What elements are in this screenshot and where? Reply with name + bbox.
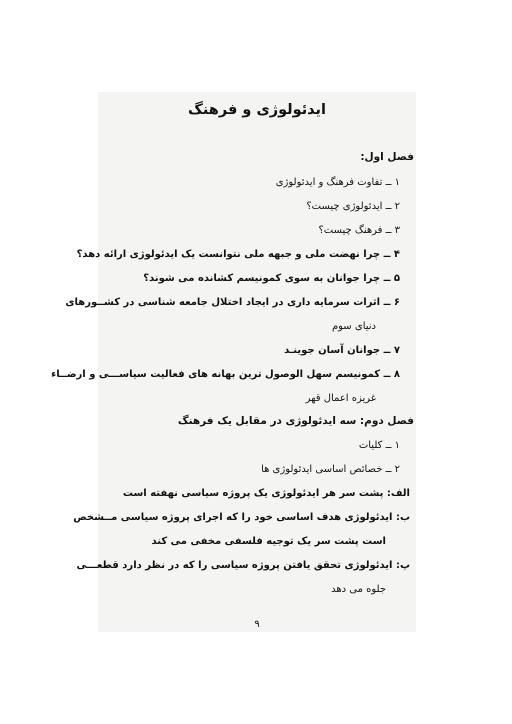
toc-line: ۶ ــ اثرات سرمایه داری در ایجاد اختلال جامعه شناسی در کشــورهای <box>65 297 400 308</box>
book-page <box>51 92 416 632</box>
toc-line: ۲ ــ خصائص اساسی ایدئولوژی ها <box>261 464 400 475</box>
toc-subitem: الف: پشت سر هر ایدئولوژی یک پروژه سیاسی نهفته است <box>122 488 410 499</box>
toc-line: ۴ ــ چرا نهضت ملی و جبهه ملی نتوانست یک ایدئولوژی ارائه دهد؟ <box>76 249 400 260</box>
chapter-1-heading: فصل اول: <box>360 151 414 163</box>
toc-line-continuation: غریزه اعمال قهر <box>305 393 376 404</box>
toc-line-continuation: دنیای سوم <box>331 321 376 332</box>
toc-subitem: ب: ایدئولوژی هدف اساسی خود را که اجرای پروژه سیاسی مــشخص <box>73 512 410 523</box>
toc-line: ۱ ــ تفاوت فرهنگ و ایدئولوژی <box>275 177 400 188</box>
toc-line: ۵ ــ چرا جوانان به سوی کمونیسم کشانده می شوند؟ <box>143 273 400 284</box>
toc-line: ۱ ــ کلیات <box>358 440 400 451</box>
chapter-2-heading: فصل دوم: سه ایدئولوژی در مقابل یک فرهنگ <box>177 415 414 427</box>
toc-subitem-continuation: است پشت سر یک توجیه فلسفی مخفی می کند <box>151 536 386 547</box>
toc-line: ۳ ــ فرهنگ چیست؟ <box>318 225 400 236</box>
toc-line: ۷ ــ جوانان آسان جوینـد <box>284 345 400 356</box>
page-number: ۹ <box>254 619 260 630</box>
toc-line: ۸ ــ کمونیسم سهل الوصول ترین بهانه های فعالیت سیاســـی و ارضــاء <box>51 369 400 380</box>
page-title: ایدئولوژی و فرهنگ <box>188 102 326 118</box>
toc-line: ۲ ــ ایدئولوژی چیست؟ <box>306 201 400 212</box>
toc-subitem: پ: ایدئولوژی تحقق یافتن پروژه سیاسی را که در نظر دارد قطعـــی <box>76 560 410 571</box>
toc-subitem-continuation: جلوه می دهد <box>331 584 386 595</box>
